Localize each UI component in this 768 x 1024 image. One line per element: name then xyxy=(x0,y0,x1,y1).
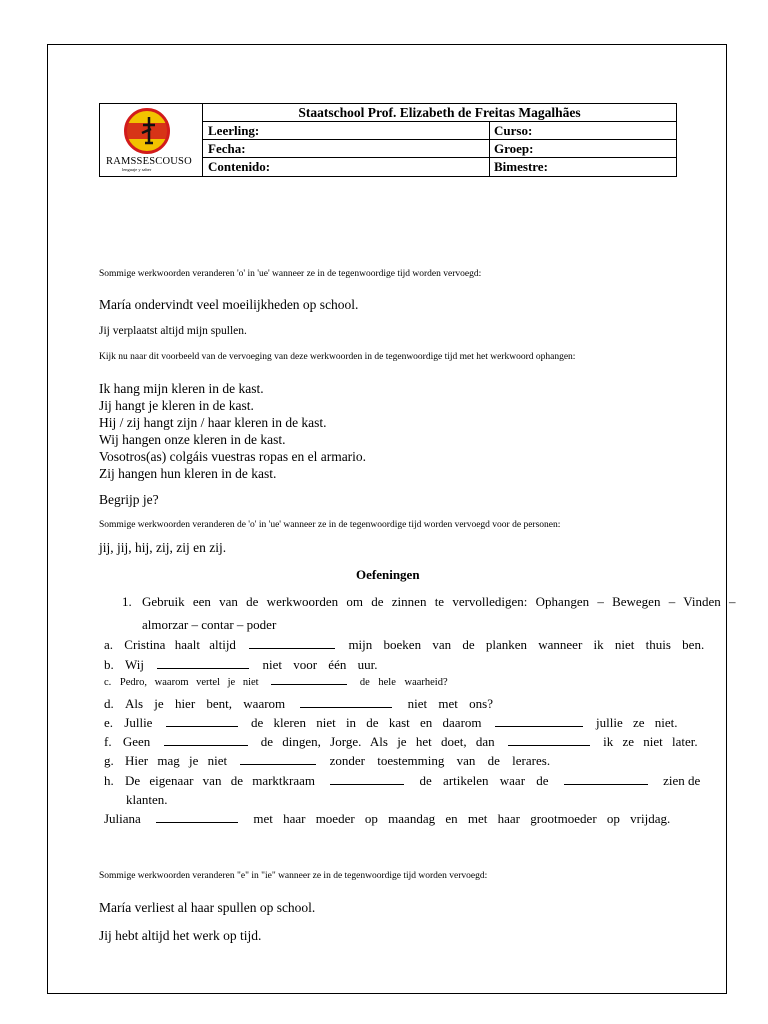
logo-subtext: lenguaje y saber xyxy=(122,167,152,172)
row-contenido xyxy=(203,158,676,176)
exercises-title: Oefeningen xyxy=(356,567,420,582)
logo-emblem-icon xyxy=(124,108,170,154)
question-text: Begrijp je? xyxy=(99,492,159,507)
conjugation-line: Wij hangen onze kleren in de kast. xyxy=(99,432,286,447)
persons-list: jij, jij, hij, zij, zij en zij. xyxy=(99,540,227,555)
answer-blank[interactable] xyxy=(271,683,347,685)
section1-example-1: María ondervindt veel moeilijkheden op school. xyxy=(99,297,359,312)
answer-blank[interactable] xyxy=(166,725,238,727)
answer-blank[interactable] xyxy=(564,783,648,785)
section1-instruction: Kijk nu naar dit voorbeeld van de vervoeging van deze werkwoorden in de tegenwoordige tijd met het werkwoord ophangen: xyxy=(99,352,576,362)
page-border xyxy=(47,44,727,994)
school-logo xyxy=(100,104,203,176)
answer-blank[interactable] xyxy=(156,821,238,823)
exercise-item-c: c. Pedro, waarom vertel je niet de hele waarheid? xyxy=(104,677,448,688)
answer-blank[interactable] xyxy=(330,783,404,785)
conjugation-line: Vosotros(as) colgáis vuestras ropas en el armario. xyxy=(99,449,367,464)
section2-example-2: Jij hebt altijd het werk op tijd. xyxy=(99,928,262,943)
exercise-item-i: Juliana met haar moeder op maandag en met haar grootmoeder op vrijdag. xyxy=(104,811,671,826)
logo-text: RAMSSESCOUSO xyxy=(106,156,192,167)
exercise-number: 1. xyxy=(122,594,132,609)
section1-example-2: Jij verplaatst altijd mijn spullen. xyxy=(99,325,247,337)
answer-blank[interactable] xyxy=(240,763,316,765)
exercise-item-b: b. Wij niet voor één uur. xyxy=(104,657,378,672)
exercise-item-h: h. De eigenaar van de marktkraam de artikelen waar de zien de xyxy=(104,773,701,788)
leerling-label: Leerling: xyxy=(208,123,260,138)
row-leerling xyxy=(203,122,676,140)
header-table xyxy=(99,103,677,177)
exercise-item-g: g. Hier mag je niet zonder toestemming van de lerares. xyxy=(104,753,551,768)
bimestre-label: Bimestre: xyxy=(489,158,689,176)
answer-blank[interactable] xyxy=(300,706,392,708)
groep-label: Groep: xyxy=(489,140,689,157)
contenido-label: Contenido: xyxy=(208,159,271,174)
answer-blank[interactable] xyxy=(164,744,248,746)
section1-intro: Sommige werkwoorden veranderen 'o' in 'ue' wanneer ze in de tegenwoordige tijd worden vervoegd: xyxy=(99,269,482,279)
section1-note: Sommige werkwoorden veranderen de 'o' in 'ue' wanneer ze in de tegenwoordige tijd worden vervoegd voor de personen: xyxy=(99,520,561,530)
conjugation-line: Ik hang mijn kleren in de kast. xyxy=(99,381,264,396)
exercise-item-h-cont: klanten. xyxy=(126,792,168,807)
conjugation-line: Hij / zij hangt zijn / haar kleren in de kast. xyxy=(99,415,327,430)
curso-label: Curso: xyxy=(489,122,689,139)
exercise-item-d: d. Als je hier bent, waarom niet met ons? xyxy=(104,696,493,711)
exercise-instruction: Gebruik een van de werkwoorden om de zinnen te vervolledigen: Ophangen – Bewegen – Vinden – xyxy=(142,594,736,609)
conjugation-line: Jij hangt je kleren in de kast. xyxy=(99,398,254,413)
answer-blank[interactable] xyxy=(157,667,249,669)
fecha-label: Fecha: xyxy=(208,141,246,156)
answer-blank[interactable] xyxy=(495,725,583,727)
row-fecha xyxy=(203,140,676,158)
exercise-item-e: e. Jullie de kleren niet in de kast en daarom jullie ze niet. xyxy=(104,715,678,730)
section2-example-1: María verliest al haar spullen op school. xyxy=(99,900,316,915)
exercise-instruction-cont: almorzar – contar – poder xyxy=(142,617,277,632)
answer-blank[interactable] xyxy=(249,647,335,649)
section2-intro: Sommige werkwoorden veranderen "e" in "ie" wanneer ze in de tegenwoordige tijd worden vervoegd: xyxy=(99,871,488,881)
exercise-item-f: f. Geen de dingen, Jorge. Als je het doet, dan ik ze niet later. xyxy=(104,734,698,749)
exercise-item-a: a. Cristina haalt altijd mijn boeken van de planken wanneer ik niet thuis ben. xyxy=(104,637,705,652)
conjugation-line: Zij hangen hun kleren in de kast. xyxy=(99,466,277,481)
school-name: Staatschool Prof. Elizabeth de Freitas Magalhães xyxy=(203,104,676,122)
answer-blank[interactable] xyxy=(508,744,590,746)
